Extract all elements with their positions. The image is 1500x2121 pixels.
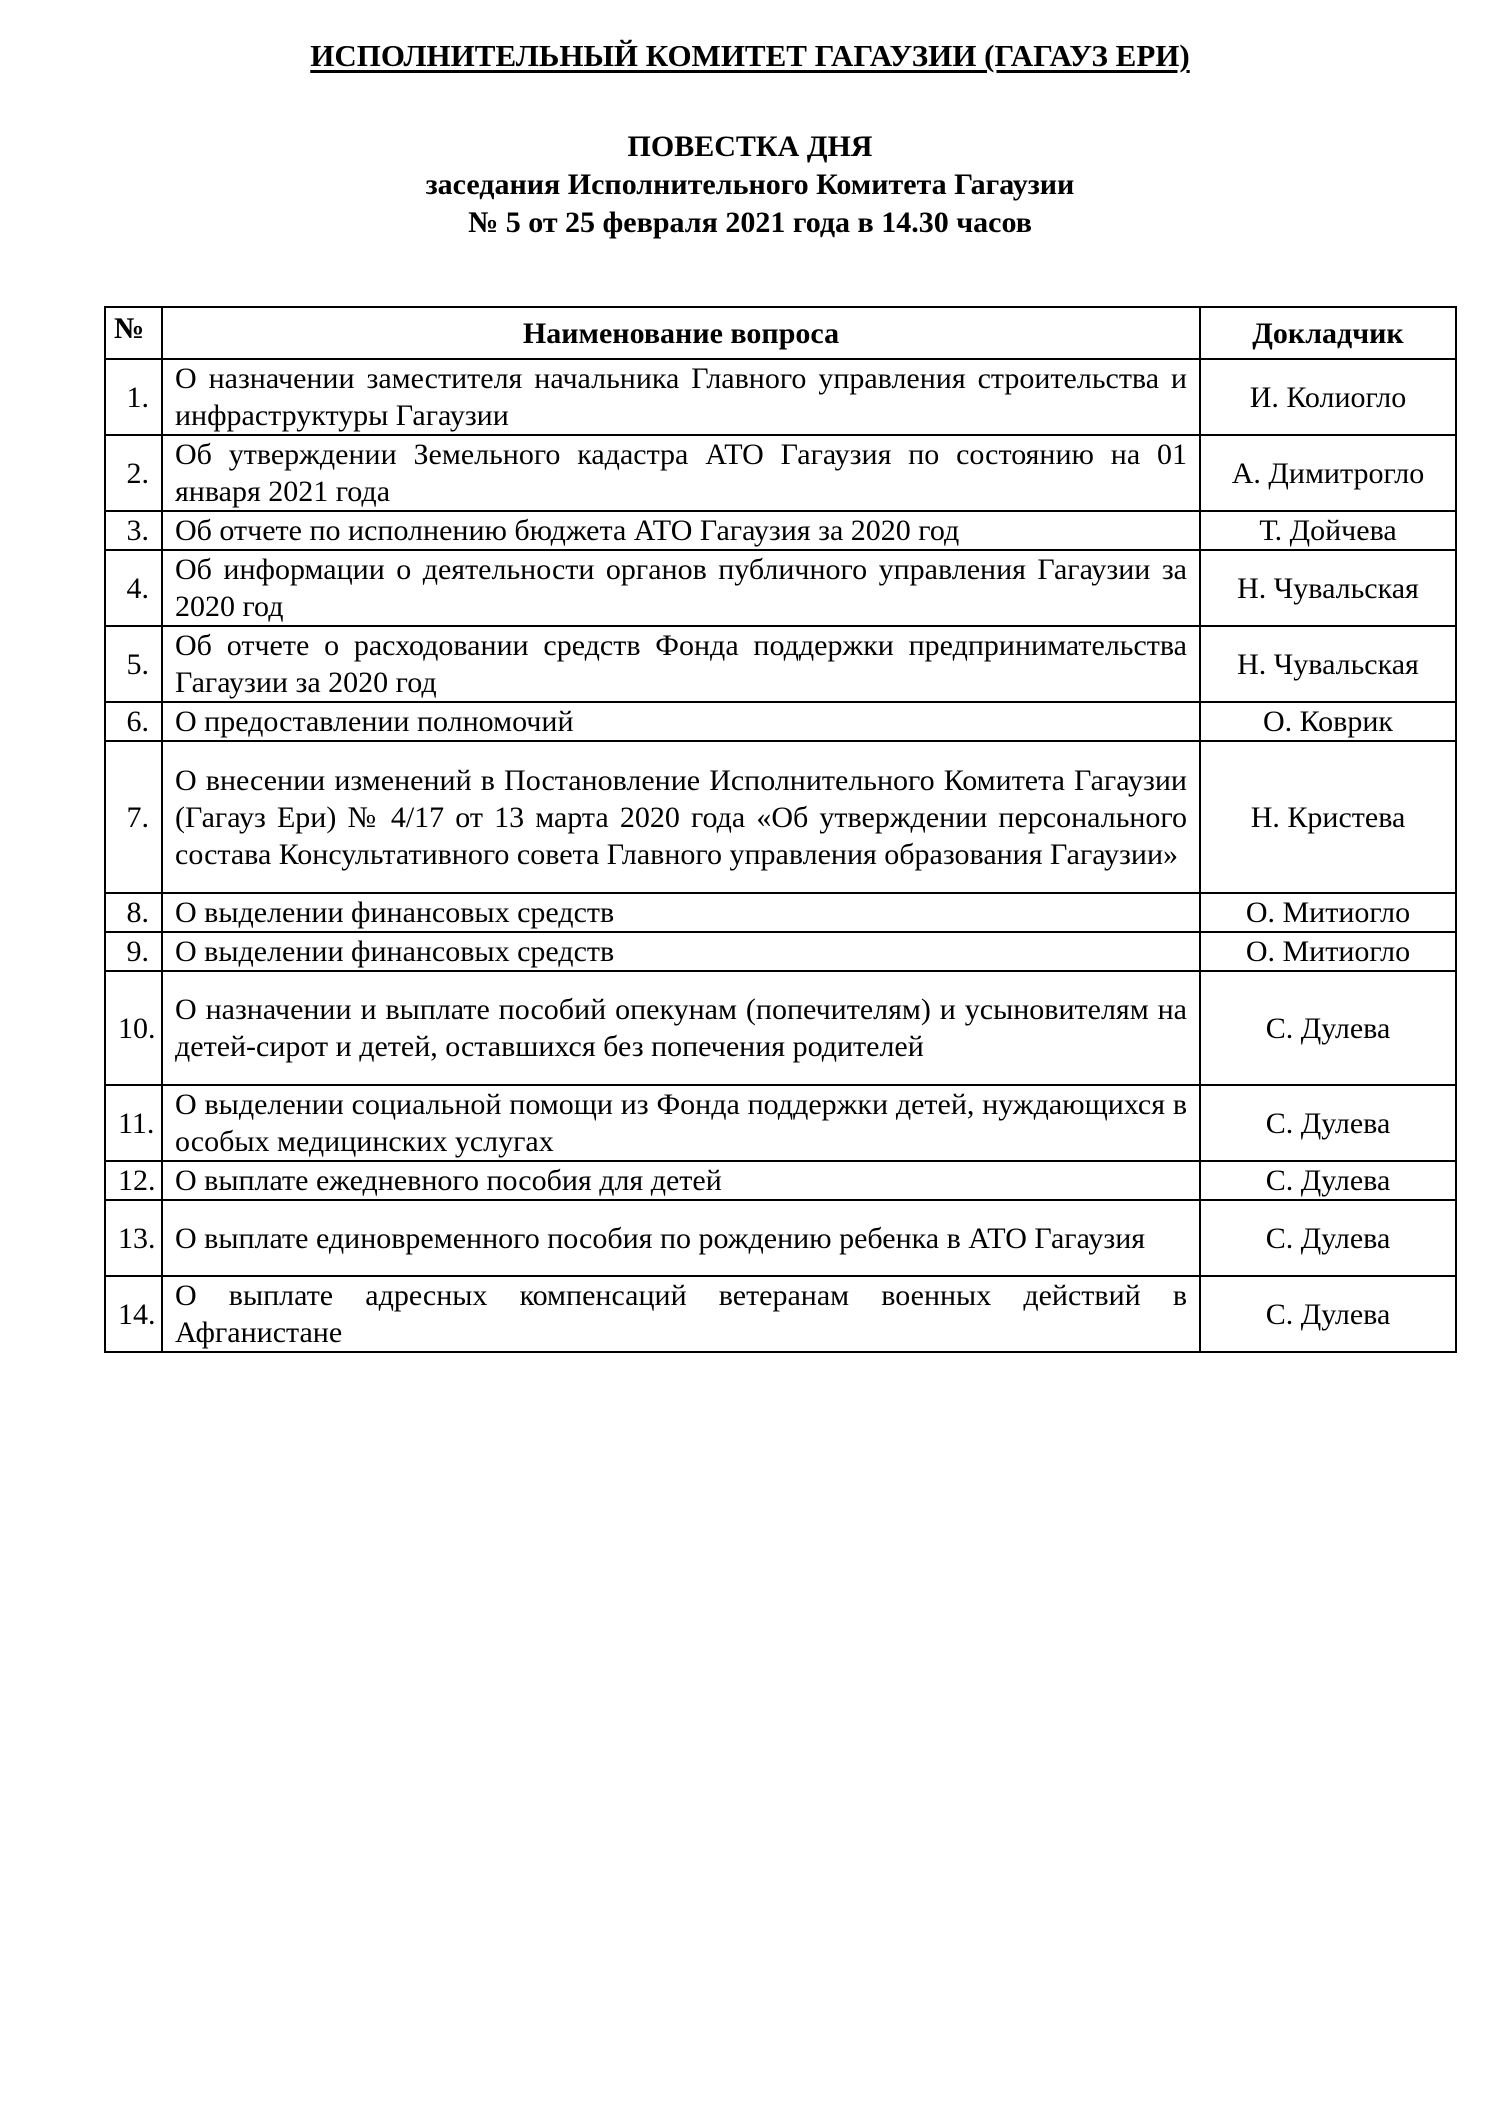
column-header-topic: Наименование вопроса	[162, 307, 1200, 359]
row-number: 2.	[105, 435, 162, 511]
row-number: 7.	[105, 741, 162, 893]
table-row	[105, 971, 1456, 1085]
row-speaker: Т. Дойчева	[1200, 511, 1456, 550]
row-speaker: Н. Чувальская	[1200, 626, 1456, 702]
row-topic: О выплате адресных компенсаций ветеранам военных действий в Афганистане	[162, 1276, 1200, 1352]
row-number: 14.	[105, 1276, 162, 1352]
row-speaker: О. Митиогло	[1200, 932, 1456, 971]
table-row	[105, 1200, 1456, 1276]
row-number: 5.	[105, 626, 162, 702]
table-row	[105, 1276, 1456, 1352]
row-speaker: Н. Кристева	[1200, 741, 1456, 893]
table-row	[105, 1161, 1456, 1200]
row-topic: Об информации о деятельности органов публичного управления Гагаузии за 2020 год	[162, 550, 1200, 626]
row-number: 1.	[105, 359, 162, 435]
row-topic: О выделении финансовых средств	[162, 893, 1200, 932]
row-number: 8.	[105, 893, 162, 932]
row-topic: О выделении социальной помощи из Фонда поддержки детей, нуждающихся в особых медицинских услугах	[162, 1085, 1200, 1161]
row-topic: О внесении изменений в Постановление Исполнительного Комитета Гагаузии (Гагауз Ери) № 4/17 от 13 марта 2020 года «Об утверждении персонального состава Консультативного совета Главного управления образования Гагаузии»	[162, 741, 1200, 893]
row-topic: О выплате единовременного пособия по рождению ребенка в АТО Гагаузия	[162, 1200, 1200, 1276]
row-number: 6.	[105, 702, 162, 741]
row-number: 9.	[105, 932, 162, 971]
row-speaker: С. Дулева	[1200, 971, 1456, 1085]
table-row	[105, 741, 1456, 893]
table-row	[105, 550, 1456, 626]
table-row	[105, 435, 1456, 511]
table-header-row	[105, 307, 1456, 359]
row-topic: Об отчете по исполнению бюджета АТО Гагаузия за 2020 год	[162, 511, 1200, 550]
row-topic: О выплате ежедневного пособия для детей	[162, 1161, 1200, 1200]
table-row	[105, 893, 1456, 932]
row-speaker: А. Димитрогло	[1200, 435, 1456, 511]
row-topic: О предоставлении полномочий	[162, 702, 1200, 741]
row-number: 10.	[105, 971, 162, 1085]
row-number: 12.	[105, 1161, 162, 1200]
table-row	[105, 511, 1456, 550]
document-subtitle-line1: заседания Исполнительного Комитета Гагаузии	[425, 168, 1075, 201]
table-row	[105, 359, 1456, 435]
row-number: 13.	[105, 1200, 162, 1276]
row-speaker: С. Дулева	[1200, 1276, 1456, 1352]
agenda-table	[104, 306, 1457, 1353]
table-row	[105, 932, 1456, 971]
row-topic: О выделении финансовых средств	[162, 932, 1200, 971]
row-speaker: О. Коврик	[1200, 702, 1456, 741]
row-number: 4.	[105, 550, 162, 626]
row-speaker: Н. Чувальская	[1200, 550, 1456, 626]
title-block	[0, 128, 1500, 242]
document-header: ИСПОЛНИТЕЛЬНЫЙ КОМИТЕТ ГАГАУЗИИ (ГАГАУЗ ЕРИ)	[310, 38, 1190, 73]
table-row	[105, 1085, 1456, 1161]
table-row	[105, 626, 1456, 702]
row-number: 3.	[105, 511, 162, 550]
row-topic: О назначении заместителя начальника Главного управления строительства и инфраструктуры Гагаузии	[162, 359, 1200, 435]
document-subtitle-line2: № 5 от 25 февраля 2021 года в 14.30 часов	[468, 206, 1032, 239]
column-header-number: №	[105, 307, 162, 359]
row-number: 11.	[105, 1085, 162, 1161]
row-topic: Об отчете о расходовании средств Фонда поддержки предпринимательства Гагаузии за 2020 год	[162, 626, 1200, 702]
row-speaker: О. Митиогло	[1200, 893, 1456, 932]
row-speaker: С. Дулева	[1200, 1085, 1456, 1161]
row-topic: Об утверждении Земельного кадастра АТО Гагаузия по состоянию на 01 января 2021 года	[162, 435, 1200, 511]
document-title: ПОВЕСТКА ДНЯ	[627, 130, 873, 163]
column-header-speaker: Докладчик	[1200, 307, 1456, 359]
row-speaker: С. Дулева	[1200, 1161, 1456, 1200]
row-speaker: И. Колиогло	[1200, 359, 1456, 435]
table-row	[105, 702, 1456, 741]
row-speaker: С. Дулева	[1200, 1200, 1456, 1276]
row-topic: О назначении и выплате пособий опекунам (попечителям) и усыновителям на детей-сирот и детей, оставшихся без попечения родителей	[162, 971, 1200, 1085]
agenda-table-body	[105, 359, 1456, 1352]
